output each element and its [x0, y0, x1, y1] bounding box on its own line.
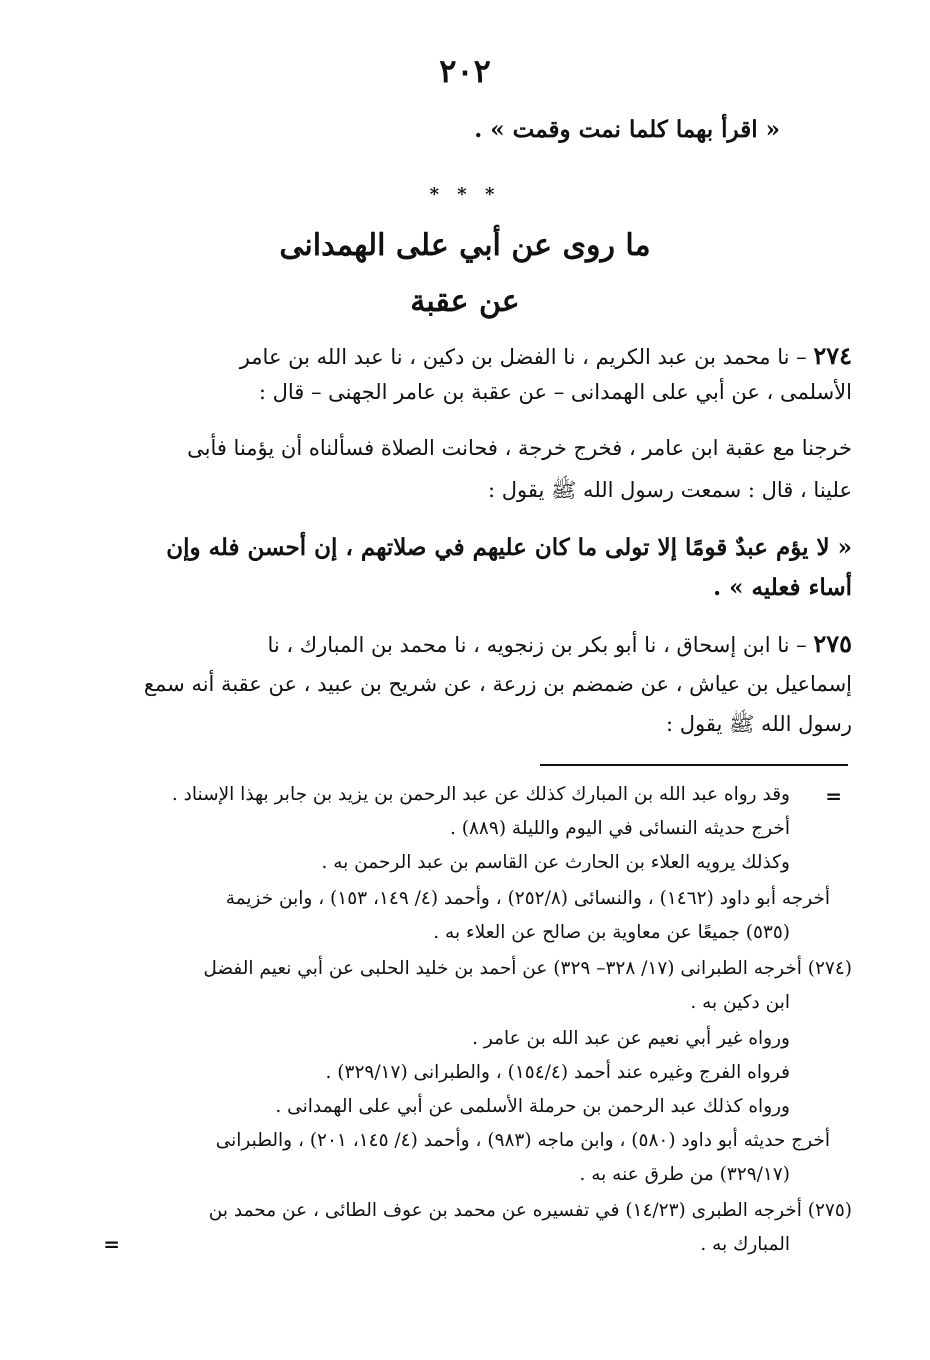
footnote-line-13: (٢٧٥) أخرجه الطبرى (١٤/٢٣) في تفسيره عن محمد بن عوف الطائى ، عن محمد بن — [208, 1200, 852, 1221]
hadith-275-isnad-text-1: – نا ابن إسحاق ، نا أبو بكر بن زنجويه ، نا محمد بن المبارك ، نا — [267, 633, 807, 657]
hadith-number-275: ٢٧٥ — [813, 629, 852, 658]
page-number: ٢٠٢ — [439, 52, 491, 90]
hadith-274-isnad-text-1: – نا محمد بن عبد الكريم ، نا الفضل بن دكين ، نا عبد الله بن عامر — [239, 345, 807, 369]
hadith-275-isnad-line-2: إسماعيل بن عياش ، عن ضمضم بن زرعة ، عن شريح بن عبيد ، عن عقبة أنه سمع — [143, 672, 852, 696]
hadith-275-isnad-line-3: رسول الله ﷺ يقول : — [665, 712, 852, 736]
hadith-275-isnad-line-1 — [267, 630, 852, 659]
footnote-line-4: أخرجه أبو داود (١٤٦٢) ، والنسائى (٢٥٢/٨) ، وأحمد (٤/ ١٤٩، ١٥٣) ، وابن خزيمة — [225, 888, 830, 909]
section-subtitle: عن عقبة — [410, 284, 520, 319]
footnote-line-14: المبارك به . — [700, 1234, 790, 1255]
footnote-line-1: وقد رواه عبد الله بن المبارك كذلك عن عبد الرحمن بن يزيد بن جابر بهذا الإسناد . — [171, 784, 790, 805]
footnote-end-marker: = — [103, 1232, 120, 1256]
footnote-divider — [540, 764, 848, 766]
hadith-274-story-line-1: خرجنا مع عقبة ابن عامر ، فخرج خرجة ، فحانت الصلاة فسألناه أن يؤمنا فأبى — [187, 436, 852, 460]
hadith-274-story-line-2: علينا ، قال : سمعت رسول الله ﷺ يقول : — [488, 478, 852, 502]
footnote-line-6: (٢٧٤) أخرجه الطبرانى (١٧/ ٣٢٨– ٣٢٩) عن أحمد بن خليد الحلبى عن أبي نعيم الفضل — [203, 958, 852, 979]
hadith-number-274: ٢٧٤ — [813, 341, 852, 370]
footnote-line-7: ابن دكين به . — [690, 992, 790, 1013]
footnote-line-11: أخرج حديثه أبو داود (٥٨٠) ، وابن ماجه (٩٨٣) ، وأحمد (٤/ ١٤٥، ٢٠١) ، والطبرانى — [215, 1130, 830, 1151]
section-separator: * * * — [429, 184, 501, 205]
section-title: ما روى عن أبي على الهمدانى — [279, 228, 651, 263]
footnote-line-3: وكذلك يرويه العلاء بن الحارث عن القاسم بن عبد الرحمن به . — [321, 852, 790, 873]
hadith-274-quote-line-2: أساء فعليه » . — [713, 574, 852, 601]
footnote-line-12: (٣٢٩/١٧) من طرق عنه به . — [579, 1164, 790, 1185]
footnote-line-2: أخرج حديثه النسائى في اليوم والليلة (٨٨٩) . — [450, 818, 790, 839]
hadith-274-isnad-line-1 — [240, 342, 852, 371]
hadith-274-quote-line-1: « لا يؤم عبدٌ قومًا إلا تولى ما كان عليهم في صلاتهم ، إن أحسن فله وإن — [166, 534, 852, 561]
footnote-continuation-marker: = — [825, 784, 842, 808]
footnote-line-9: فرواه الفرج وغيره عند أحمد (١٥٤/٤) ، والطبرانى (٣٢٩/١٧) . — [325, 1062, 790, 1083]
footnote-line-8: ورواه غير أبي نعيم عن عبد الله بن عامر . — [472, 1028, 790, 1049]
opening-quote-line: « اقرأ بهما كلما نمت وقمت » . — [474, 116, 780, 143]
footnote-line-5: (٥٣٥) جميعًا عن معاوية بن صالح عن العلاء به . — [433, 922, 790, 943]
hadith-274-isnad-line-2: الأسلمى ، عن أبي على الهمدانى – عن عقبة بن عامر الجهنى – قال : — [258, 380, 852, 404]
footnote-line-10: ورواه كذلك عبد الرحمن بن حرملة الأسلمى عن أبي على الهمدانى . — [275, 1096, 790, 1117]
